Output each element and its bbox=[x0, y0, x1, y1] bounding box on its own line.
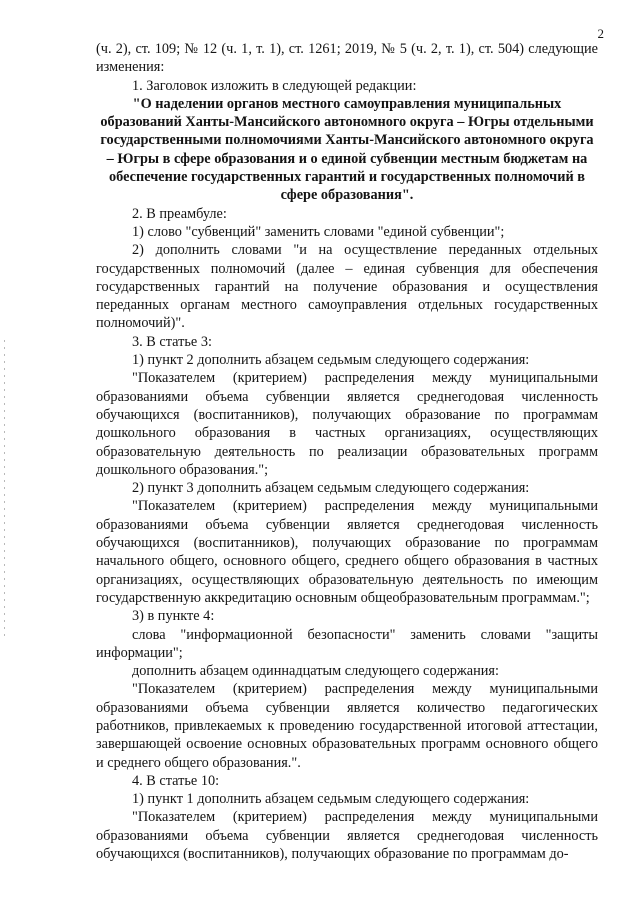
item-3-heading: 3. В статье 3: bbox=[132, 333, 212, 350]
item-2-heading: 2. В преамбуле: bbox=[132, 205, 227, 222]
item-3-subitem-1: 1) пункт 2 дополнить абзацем седьмым следующего содержания: bbox=[132, 352, 530, 369]
paragraph-continuation: (ч. 2), ст. 109; № 12 (ч. 1, т. 1), ст. 1261; 2019, № 5 (ч. 2, т. 1), ст. 504) следующие изменения: bbox=[96, 41, 598, 76]
item-2-subitem-1: 1) слово "субвенций" заменить словами "единой субвенции"; bbox=[132, 223, 505, 240]
item-3-subitem-3-quote: "Показателем (критерием) распределения между муниципальными образованиями объема субвенции является количество педагогических работников, привлекаемых к проведению государственной итоговой аттестации, завершающей освоение основных образовательных программ основного общего и среднего общего образования.". bbox=[96, 681, 598, 771]
item-3-subitem-1-quote: "Показателем (критерием) распределения между муниципальными образованиями объема субвенции является среднегодовая численность обучающихся (воспитанников), получающих образование по программам дошкольного образования в частных организациях, осуществляющих образовательную деятельность по реализации образовательных программ дошкольного образования."; bbox=[96, 370, 598, 478]
document-body bbox=[96, 40, 598, 863]
item-3-subitem-2: 2) пункт 3 дополнить абзацем седьмым следующего содержания: bbox=[132, 480, 530, 497]
item-4-heading: 4. В статье 10: bbox=[132, 772, 220, 789]
item-1-heading: 1. Заголовок изложить в следующей редакции: bbox=[132, 77, 417, 94]
item-3-subitem-3: 3) в пункте 4: bbox=[132, 608, 215, 625]
item-3-subitem-3-words: слова "информационной безопасности" заменить словами "защиты информации"; bbox=[96, 626, 598, 661]
item-2-subitem-2: 2) дополнить словами "и на осуществление переданных отдельных государственных полномочий (далее – единая субвенция для обеспечения государственных гарантий на получение образования и осуществления переданных органам местного самоуправления отдельных государственных полномочий)". bbox=[96, 242, 598, 332]
new-law-title: "О наделении органов местного самоуправления муниципальных образований Ханты-Мансийского автономного округа – Югры отдельными государственными полномочиями Ханты-Мансийского автономного округа – Югры в сфере образования и о единой субвенции местным бюджетам на обеспечение государственных гарантий и государственных полномочий в сфере образования". bbox=[100, 95, 594, 204]
scan-edge-mark bbox=[4, 340, 5, 640]
item-3-subitem-3-addition: дополнить абзацем одиннадцатым следующего содержания: bbox=[132, 663, 499, 680]
page-number: 2 bbox=[597, 26, 604, 41]
item-3-subitem-2-quote: "Показателем (критерием) распределения между муниципальными образованиями объема субвенции является среднегодовая численность обучающихся (воспитанников), получающих образование по программам начального общего, основного общего, среднего общего образования в частных организациях, осуществляющих образовательную деятельность по имеющим государственную аккредитацию основным общеобразовательным программам."; bbox=[96, 498, 598, 606]
item-4-subitem-1-quote: "Показателем (критерием) распределения между муниципальными образованиями объема субвенции является среднегодовая численность обучающихся (воспитанников), получающих образование по программам до- bbox=[96, 809, 598, 863]
item-4-subitem-1: 1) пункт 1 дополнить абзацем седьмым следующего содержания: bbox=[132, 791, 530, 808]
